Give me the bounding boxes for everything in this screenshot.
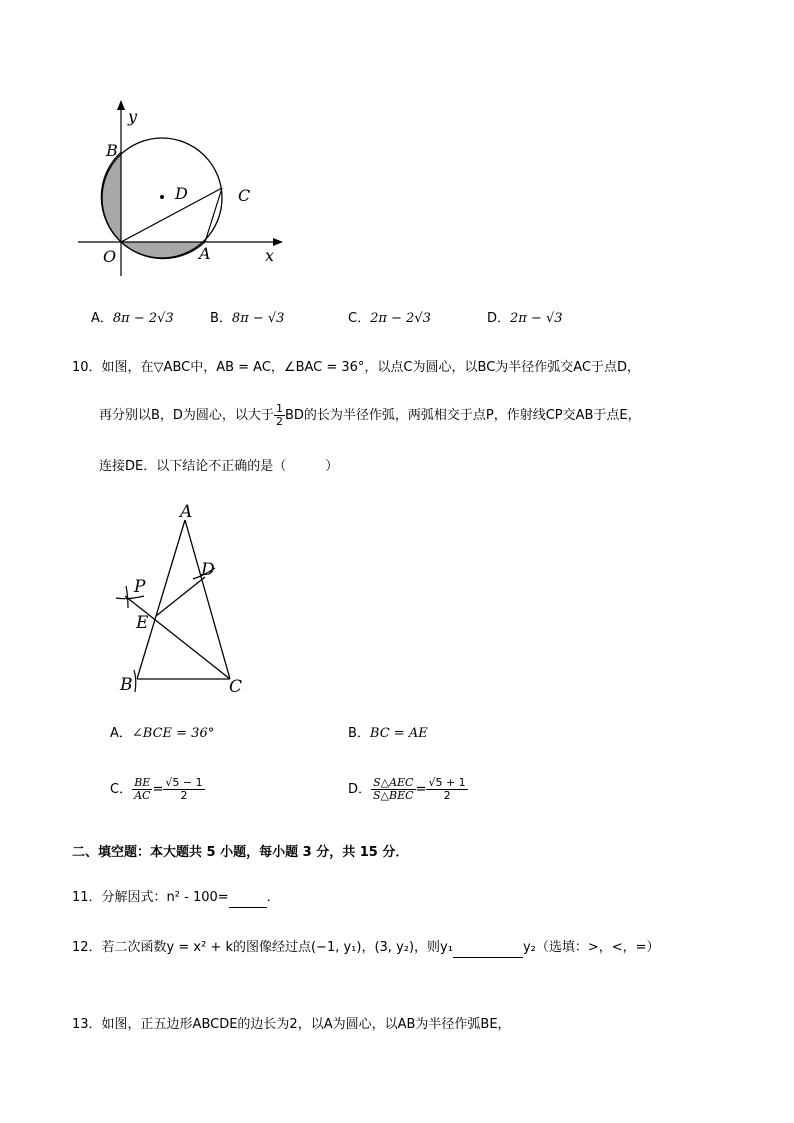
q9-option-a[interactable] <box>91 310 174 328</box>
option-letter: B． <box>348 726 370 741</box>
q11-stem: 分解因式：n² - 100= <box>101 890 229 905</box>
fraction-be-ac <box>132 777 152 802</box>
q11 <box>72 889 280 908</box>
fraction-sqrt5-minus-1 <box>163 777 204 802</box>
label-c: C <box>229 677 243 697</box>
q10-option-d[interactable] <box>348 777 468 802</box>
fraction-denominator: 2 <box>443 789 451 802</box>
q10-stem-line2a: 再分别以B，D为圆心，以大于 <box>99 408 274 423</box>
label-x: x <box>265 246 275 265</box>
option-letter: A． <box>91 311 113 326</box>
segment-de <box>156 577 205 616</box>
option-letter: D． <box>487 311 511 326</box>
question-number: 10． <box>72 360 102 375</box>
q10-line3 <box>99 458 338 476</box>
q9-option-d[interactable] <box>487 310 563 328</box>
fraction-denominator: S△BEC <box>373 789 414 802</box>
circle-coordinate-figure <box>70 92 300 277</box>
arc-b <box>134 670 136 692</box>
side-ac <box>185 520 230 679</box>
fraction-denominator: AC <box>134 789 151 802</box>
q12-stem: 若二次函数y = x² + k的图像经过点(−1, y₁)，(3, y₂)，则y₁ <box>101 940 453 955</box>
label-e: E <box>136 613 149 633</box>
fraction-denominator: 2 <box>275 415 283 428</box>
fraction-numerator: BE <box>132 777 152 790</box>
fraction-numerator: √5 − 1 <box>165 776 203 789</box>
triangle-figure <box>110 498 250 698</box>
q13-stem: 如图，正五边形ABCDE的边长为2，以A为圆心，以AB为半径作弧BE， <box>101 1017 511 1032</box>
option-letter: B． <box>210 311 232 326</box>
q10-stem-line2b: BD的长为半径作弧，两弧相交于点P，作射线CP交AB于点E， <box>284 408 641 423</box>
option-text: 8π − √3 <box>231 311 285 326</box>
section-heading-fill-blank: 二、填空题：本大题共 5 小题，每小题 3 分，共 15 分． <box>72 845 409 860</box>
fraction-numerator: √5 + 1 <box>428 776 466 789</box>
label-y: y <box>128 107 138 126</box>
option-text: ∠BCE = 36° <box>131 726 215 741</box>
fraction-denominator: 2 <box>180 789 188 802</box>
question-number: 13． <box>72 1017 102 1032</box>
center-point-d <box>160 195 164 199</box>
label-b: B <box>120 675 133 695</box>
fraction-sqrt5-plus-1 <box>426 777 467 802</box>
equals-sign: = <box>415 782 427 797</box>
answer-blank[interactable] <box>453 939 523 958</box>
option-text: 2π − 2√3 <box>370 311 431 326</box>
y-axis-arrow <box>117 100 125 110</box>
label-o: O <box>103 247 117 266</box>
answer-blank[interactable] <box>229 889 267 908</box>
q9-option-c[interactable] <box>348 310 431 328</box>
fraction-numerator: S△AEC <box>371 777 416 790</box>
q13 <box>72 1016 511 1034</box>
side-ab <box>137 520 185 679</box>
q11-stem-end: ． <box>266 890 280 905</box>
option-letter: D． <box>348 782 372 797</box>
fraction-area-ratio <box>371 777 416 802</box>
q10-option-a[interactable] <box>110 725 214 743</box>
q10-stem-line3: 连接DE．以下结论不正确的是（ ） <box>99 459 339 474</box>
q12 <box>72 939 660 958</box>
question-number: 11． <box>72 890 102 905</box>
label-c: C <box>238 186 251 205</box>
option-letter: C． <box>348 311 371 326</box>
equals-sign: = <box>152 782 164 797</box>
q10-stem-line1: 如图，在▽ABC中，AB = AC，∠BAC = 36°，以点C为圆心，以BC为半径作弧交AC于点D， <box>101 360 641 375</box>
option-letter: C． <box>110 782 133 797</box>
question-number: 12． <box>72 940 102 955</box>
label-d: D <box>175 184 188 203</box>
chord-oc <box>121 188 222 242</box>
q10-option-c[interactable] <box>110 777 205 802</box>
x-axis-arrow <box>273 238 283 246</box>
q12-stem-end: y₂（选填：>，<，=） <box>522 940 660 955</box>
option-text: BC = AE <box>369 726 428 741</box>
fraction-numerator: 1 <box>275 402 283 415</box>
q10-option-b[interactable] <box>348 725 428 743</box>
q10-line1 <box>72 359 640 377</box>
option-letter: A． <box>110 726 132 741</box>
label-p: P <box>134 577 146 597</box>
fraction-half <box>274 403 285 428</box>
label-a: A <box>199 244 211 263</box>
label-a: A <box>180 502 193 522</box>
label-d: D <box>201 560 215 580</box>
q10-line2 <box>99 403 641 428</box>
option-text: 8π − 2√3 <box>112 311 174 326</box>
q9-option-b[interactable] <box>210 310 284 328</box>
label-b: B <box>106 141 118 160</box>
option-text: 2π − √3 <box>510 311 563 326</box>
